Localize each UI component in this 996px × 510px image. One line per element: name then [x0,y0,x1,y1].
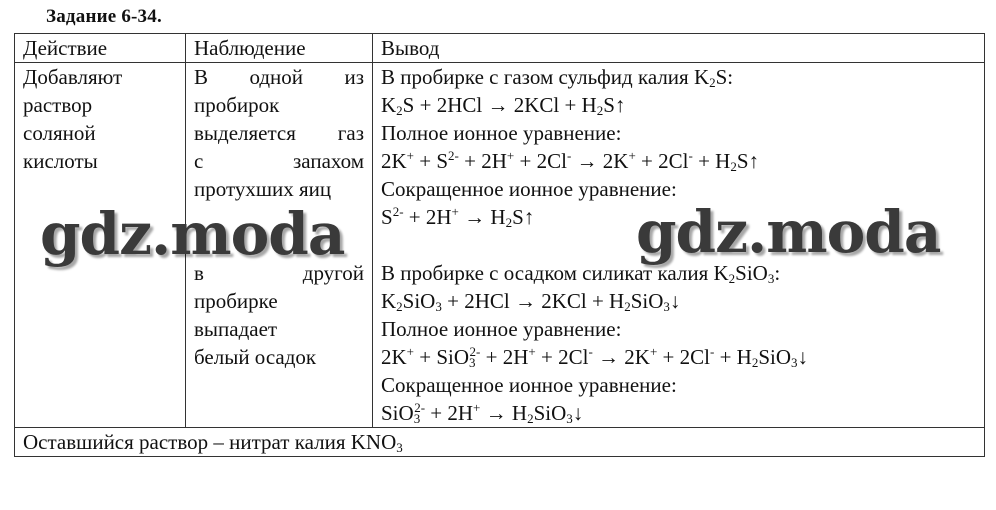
equation-molecular-1: $K_2S + 2HCl \to 2KCl$ + $H_2S↑$ [381,93,626,118]
task-title: Задание 6-34. [46,6,162,27]
equation-full-ionic-1: $2K^+ + S^{2-} + 2H^+ + 2Cl^- \to 2K^+ + 2Cl^-$ + $H_2S↑$ [381,148,760,174]
action-line: соляной [23,121,96,145]
equation-short-ionic-1: $S^{2-} + 2H^+$ → $H_2S↑$ [381,204,535,230]
conclusion-intro-1: В пробирке с газом сульфид калия $K_2S$: [381,65,734,90]
footer-cell: Оставшийся раствор – нитрат калия $KNO_3$ [15,428,985,457]
observation-line: пробирке [194,289,278,313]
header-observation: Наблюдение [186,34,373,63]
table-header-row [15,34,985,63]
action-line: кислоты [23,149,98,173]
observation-line: протухших яиц [194,177,332,201]
action-line: Добавляют [23,65,123,89]
full-ionic-label-2: Полное ионное уравнение: [381,317,622,341]
equation-short-ionic-2: $SiO_3^{2-} + 2H^+ \to H_2SiO_3↓$ [381,400,584,426]
short-ionic-label-2: Сокращенное ионное уравнение: [381,373,677,397]
observation-line: выпадает [194,317,278,341]
observation-line: В одной из [194,65,364,89]
observation-line: белый осадок [194,345,317,369]
observation-line: с запахом [194,149,364,173]
observation-line: в другой [194,261,364,285]
header-conclusion: Вывод [373,34,985,63]
short-ionic-label-1: Сокращенное ионное уравнение: [381,177,677,201]
action-line: раствор [23,93,93,117]
header-action: Действие [15,34,186,63]
conclusion-intro-2: В пробирке с осадком силикат калия $K_2SiO_3$: [381,261,781,286]
observation-line: выделяется газ [194,121,364,145]
observation-line: пробирок [194,93,280,117]
watermark-logo: gdz.moda [40,200,345,268]
table-footer-row [15,428,985,457]
equation-molecular-2: $K_2SiO_3 + 2HCl \to 2KCl$ + $H_2SiO_3↓$ [381,289,681,314]
watermark-logo: gdz.moda [636,198,941,266]
full-ionic-label-1: Полное ионное уравнение: [381,121,622,145]
equation-full-ionic-2: $2K^+ + SiO_3^{2-} + 2H^+ + 2Cl^- \to 2K^+ + 2Cl^- + H_2SiO_3↓$ [381,344,809,370]
